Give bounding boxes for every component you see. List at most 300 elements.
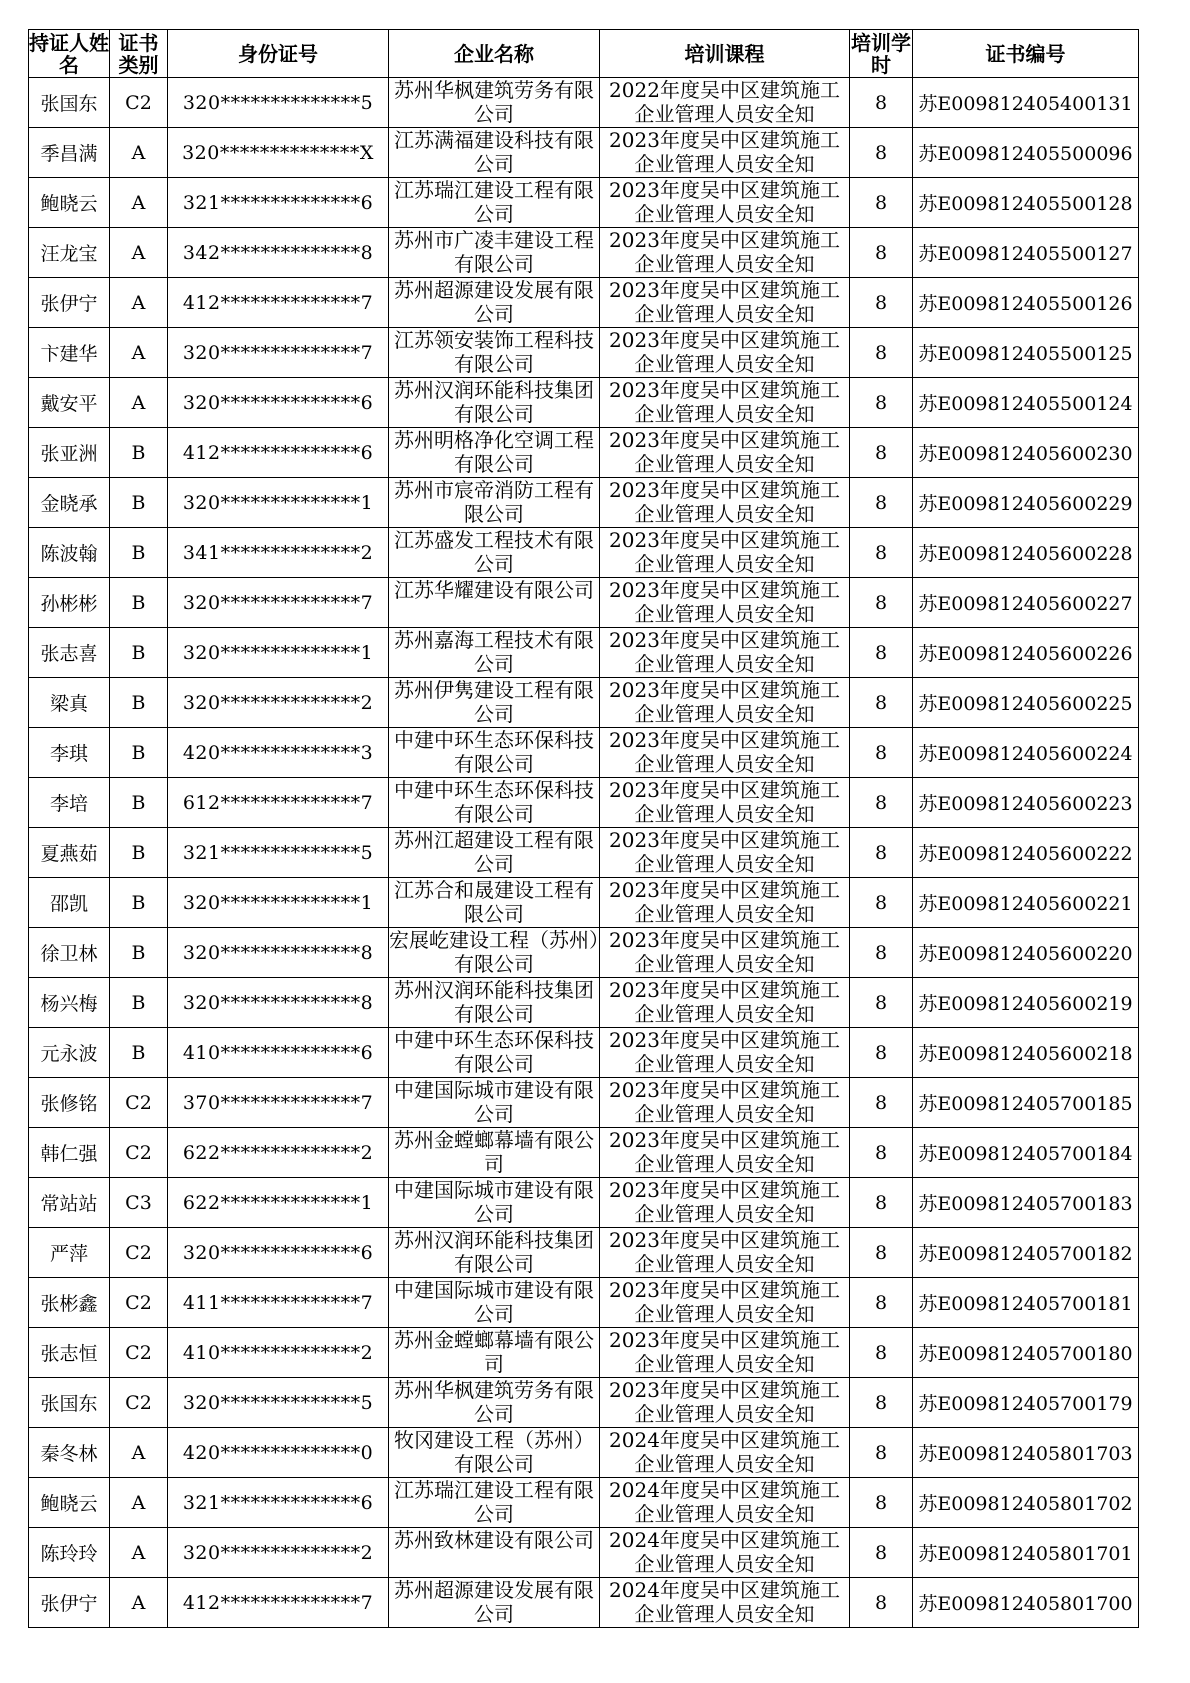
holder-name-cell: 鲍晓云 <box>29 1478 110 1528</box>
company-cell-text: 江苏盛发工程技术有限公司 <box>394 527 594 576</box>
company-cell-text: 江苏领安装饰工程科技有限公司 <box>394 327 594 376</box>
cert-number-cell: 苏E009812405500125 <box>913 328 1139 378</box>
id-number-cell: 320**************1 <box>168 628 389 678</box>
course-cell <box>600 228 850 278</box>
id-number-cell: 342**************8 <box>168 228 389 278</box>
cert-number-cell: 苏E009812405600219 <box>913 978 1139 1028</box>
course-cell-text: 2023年度吴中区建筑施工企业管理人员安全知 <box>609 177 840 226</box>
cert-type-cell: A <box>110 228 168 278</box>
id-number-cell: 321**************5 <box>168 828 389 878</box>
id-number-cell: 420**************3 <box>168 728 389 778</box>
cert-type-cell: A <box>110 1528 168 1578</box>
company-cell <box>389 878 600 928</box>
table-row <box>29 1278 1139 1328</box>
cert-type-cell: B <box>110 528 168 578</box>
hours-cell: 8 <box>850 778 913 828</box>
company-cell <box>389 1428 600 1478</box>
table-row <box>29 728 1139 778</box>
holder-name-cell: 严萍 <box>29 1228 110 1278</box>
hours-cell: 8 <box>850 1228 913 1278</box>
table-row <box>29 428 1139 478</box>
holder-name-cell: 杨兴梅 <box>29 978 110 1028</box>
course-cell <box>600 1178 850 1228</box>
holder-name-cell: 张伊宁 <box>29 278 110 328</box>
cert-number-cell: 苏E009812405700179 <box>913 1378 1139 1428</box>
cert-number-cell: 苏E009812405801703 <box>913 1428 1139 1478</box>
company-cell-text: 中建国际城市建设有限公司 <box>394 1277 594 1326</box>
cert-number-cell: 苏E009812405600223 <box>913 778 1139 828</box>
company-cell-text: 苏州华枫建筑劳务有限公司 <box>394 1377 594 1426</box>
company-cell <box>389 678 600 728</box>
course-cell <box>600 1328 850 1378</box>
id-number-cell: 320**************6 <box>168 1228 389 1278</box>
cert-number-cell: 苏E009812405801702 <box>913 1478 1139 1528</box>
holder-name-cell: 李琪 <box>29 728 110 778</box>
course-cell <box>600 1078 850 1128</box>
table-row <box>29 778 1139 828</box>
cert-number-cell: 苏E009812405700184 <box>913 1128 1139 1178</box>
id-number-cell: 320**************7 <box>168 578 389 628</box>
company-cell-text: 苏州汉润环能科技集团有限公司 <box>394 377 594 426</box>
course-cell <box>600 1528 850 1578</box>
holder-name-cell: 张亚洲 <box>29 428 110 478</box>
company-cell-text: 江苏华耀建设有限公司 <box>394 577 594 602</box>
table-row <box>29 1228 1139 1278</box>
cert-number-cell: 苏E009812405600220 <box>913 928 1139 978</box>
cert-type-cell: C2 <box>110 1128 168 1178</box>
course-cell-text: 2022年度吴中区建筑施工企业管理人员安全知 <box>609 77 840 126</box>
table-row <box>29 1178 1139 1228</box>
company-cell-text: 宏展屹建设工程（苏州）有限公司 <box>389 927 599 976</box>
holder-name-cell: 季昌满 <box>29 128 110 178</box>
company-cell-text: 苏州汉润环能科技集团有限公司 <box>394 977 594 1026</box>
table-row <box>29 278 1139 328</box>
company-cell-text: 牧冈建设工程（苏州）有限公司 <box>394 1427 594 1476</box>
company-cell <box>389 528 600 578</box>
table-row <box>29 678 1139 728</box>
course-cell <box>600 578 850 628</box>
course-cell <box>600 1578 850 1628</box>
cert-type-cell: C3 <box>110 1178 168 1228</box>
hours-cell: 8 <box>850 328 913 378</box>
holder-name-cell: 戴安平 <box>29 378 110 428</box>
course-cell-text: 2023年度吴中区建筑施工企业管理人员安全知 <box>609 1377 840 1426</box>
cert-number-cell: 苏E009812405700182 <box>913 1228 1139 1278</box>
course-cell <box>600 528 850 578</box>
hours-cell: 8 <box>850 128 913 178</box>
course-cell-text: 2024年度吴中区建筑施工企业管理人员安全知 <box>609 1427 840 1476</box>
id-number-cell: 320**************5 <box>168 78 389 128</box>
table-row <box>29 128 1139 178</box>
company-cell <box>389 278 600 328</box>
cert-number-cell: 苏E009812405600218 <box>913 1028 1139 1078</box>
id-number-cell: 410**************6 <box>168 1028 389 1078</box>
company-cell <box>389 1478 600 1528</box>
company-cell-text: 苏州汉润环能科技集团有限公司 <box>394 1227 594 1276</box>
company-cell-text: 苏州华枫建筑劳务有限公司 <box>394 77 594 126</box>
holder-name-cell: 金晓承 <box>29 478 110 528</box>
holder-name-cell: 张伊宁 <box>29 1578 110 1628</box>
company-cell-text: 苏州金螳螂幕墙有限公司 <box>394 1327 594 1376</box>
header-id-number: 身份证号 <box>168 30 389 78</box>
id-number-cell: 320**************2 <box>168 1528 389 1578</box>
holder-name-cell: 孙彬彬 <box>29 578 110 628</box>
company-cell <box>389 478 600 528</box>
holder-name-cell: 张志喜 <box>29 628 110 678</box>
holder-name-cell: 陈波翰 <box>29 528 110 578</box>
course-cell <box>600 328 850 378</box>
cert-type-cell: B <box>110 928 168 978</box>
cert-number-cell: 苏E009812405600221 <box>913 878 1139 928</box>
id-number-cell: 320**************1 <box>168 478 389 528</box>
table-row <box>29 1078 1139 1128</box>
company-cell-text: 苏州超源建设发展有限公司 <box>394 277 594 326</box>
course-cell-text: 2023年度吴中区建筑施工企业管理人员安全知 <box>609 477 840 526</box>
course-cell <box>600 728 850 778</box>
table-row <box>29 928 1139 978</box>
cert-type-cell: A <box>110 178 168 228</box>
id-number-cell: 320**************7 <box>168 328 389 378</box>
course-cell <box>600 1428 850 1478</box>
company-cell <box>389 1228 600 1278</box>
certificate-table <box>28 29 1139 1628</box>
table-row <box>29 78 1139 128</box>
table-row <box>29 478 1139 528</box>
hours-cell: 8 <box>850 378 913 428</box>
hours-cell: 8 <box>850 278 913 328</box>
course-cell-text: 2023年度吴中区建筑施工企业管理人员安全知 <box>609 327 840 376</box>
cert-number-cell: 苏E009812405600225 <box>913 678 1139 728</box>
course-cell <box>600 878 850 928</box>
company-cell <box>389 1028 600 1078</box>
course-cell <box>600 1378 850 1428</box>
course-cell <box>600 178 850 228</box>
header-holder-name: 持证人姓名 <box>29 30 109 77</box>
course-cell-text: 2023年度吴中区建筑施工企业管理人员安全知 <box>609 1027 840 1076</box>
cert-type-cell: A <box>110 128 168 178</box>
company-cell-text: 中建国际城市建设有限公司 <box>394 1077 594 1126</box>
id-number-cell: 320**************2 <box>168 678 389 728</box>
company-cell-text: 江苏瑞江建设工程有限公司 <box>394 1477 594 1526</box>
cert-number-cell: 苏E009812405400131 <box>913 78 1139 128</box>
company-cell-text: 江苏满福建设科技有限公司 <box>394 127 594 176</box>
id-number-cell: 412**************7 <box>168 278 389 328</box>
course-cell-text: 2023年度吴中区建筑施工企业管理人员安全知 <box>609 377 840 426</box>
course-cell <box>600 128 850 178</box>
cert-number-cell: 苏E009812405600227 <box>913 578 1139 628</box>
cert-type-cell: A <box>110 1578 168 1628</box>
cert-number-cell: 苏E009812405500127 <box>913 228 1139 278</box>
id-number-cell: 320**************8 <box>168 928 389 978</box>
course-cell-text: 2023年度吴中区建筑施工企业管理人员安全知 <box>609 877 840 926</box>
cert-type-cell: B <box>110 778 168 828</box>
company-cell <box>389 1278 600 1328</box>
company-cell-text: 苏州超源建设发展有限公司 <box>394 1577 594 1626</box>
hours-cell: 8 <box>850 1028 913 1078</box>
id-number-cell: 320**************8 <box>168 978 389 1028</box>
cert-type-cell: A <box>110 378 168 428</box>
course-cell <box>600 1278 850 1328</box>
cert-type-cell: B <box>110 828 168 878</box>
table-row <box>29 978 1139 1028</box>
company-cell <box>389 428 600 478</box>
hours-cell: 8 <box>850 528 913 578</box>
company-cell-text: 中建国际城市建设有限公司 <box>394 1177 594 1226</box>
company-cell <box>389 1578 600 1628</box>
table-row <box>29 328 1139 378</box>
holder-name-cell: 张国东 <box>29 1378 110 1428</box>
cert-type-cell: A <box>110 1478 168 1528</box>
table-row <box>29 1478 1139 1528</box>
holder-name-cell: 陈玲玲 <box>29 1528 110 1578</box>
company-cell <box>389 128 600 178</box>
id-number-cell: 320**************1 <box>168 878 389 928</box>
hours-cell: 8 <box>850 1478 913 1528</box>
cert-type-cell: A <box>110 278 168 328</box>
id-number-cell: 321**************6 <box>168 1478 389 1528</box>
cert-number-cell: 苏E009812405500096 <box>913 128 1139 178</box>
holder-name-cell: 秦冬林 <box>29 1428 110 1478</box>
table-row <box>29 1028 1139 1078</box>
id-number-cell: 412**************7 <box>168 1578 389 1628</box>
hours-cell: 8 <box>850 578 913 628</box>
id-number-cell: 612**************7 <box>168 778 389 828</box>
table-row <box>29 1328 1139 1378</box>
header-cert-number: 证书编号 <box>913 30 1139 78</box>
hours-cell: 8 <box>850 1178 913 1228</box>
company-cell <box>389 778 600 828</box>
cert-number-cell: 苏E009812405600230 <box>913 428 1139 478</box>
course-cell-text: 2023年度吴中区建筑施工企业管理人员安全知 <box>609 1277 840 1326</box>
company-cell <box>389 1178 600 1228</box>
course-cell-text: 2024年度吴中区建筑施工企业管理人员安全知 <box>609 1577 840 1626</box>
id-number-cell: 411**************7 <box>168 1278 389 1328</box>
hours-cell: 8 <box>850 478 913 528</box>
company-cell <box>389 1528 600 1578</box>
hours-cell: 8 <box>850 978 913 1028</box>
id-number-cell: 320**************6 <box>168 378 389 428</box>
holder-name-cell: 鲍晓云 <box>29 178 110 228</box>
course-cell <box>600 778 850 828</box>
table-row <box>29 528 1139 578</box>
table-row <box>29 178 1139 228</box>
id-number-cell: 321**************6 <box>168 178 389 228</box>
course-cell <box>600 378 850 428</box>
company-cell <box>389 228 600 278</box>
hours-cell: 8 <box>850 828 913 878</box>
company-cell <box>389 78 600 128</box>
company-cell <box>389 578 600 628</box>
course-cell-text: 2023年度吴中区建筑施工企业管理人员安全知 <box>609 1077 840 1126</box>
id-number-cell: 622**************1 <box>168 1178 389 1228</box>
holder-name-cell: 卞建华 <box>29 328 110 378</box>
cert-type-cell: B <box>110 478 168 528</box>
company-cell-text: 苏州嘉海工程技术有限公司 <box>394 627 594 676</box>
company-cell-text: 苏州市宸帝消防工程有限公司 <box>394 477 594 526</box>
holder-name-cell: 梁真 <box>29 678 110 728</box>
company-cell-text: 中建中环生态环保科技有限公司 <box>394 727 594 776</box>
company-cell-text: 中建中环生态环保科技有限公司 <box>394 1027 594 1076</box>
company-cell-text: 苏州伊隽建设工程有限公司 <box>394 677 594 726</box>
course-cell <box>600 928 850 978</box>
cert-number-cell: 苏E009812405600226 <box>913 628 1139 678</box>
course-cell <box>600 278 850 328</box>
company-cell <box>389 828 600 878</box>
course-cell <box>600 678 850 728</box>
table-row <box>29 828 1139 878</box>
cert-type-cell: C2 <box>110 1328 168 1378</box>
company-cell <box>389 1128 600 1178</box>
course-cell-text: 2023年度吴中区建筑施工企业管理人员安全知 <box>609 727 840 776</box>
hours-cell: 8 <box>850 78 913 128</box>
cert-type-cell: B <box>110 628 168 678</box>
hours-cell: 8 <box>850 678 913 728</box>
company-cell <box>389 178 600 228</box>
course-cell-text: 2023年度吴中区建筑施工企业管理人员安全知 <box>609 1327 840 1376</box>
course-cell-text: 2023年度吴中区建筑施工企业管理人员安全知 <box>609 527 840 576</box>
company-cell <box>389 928 600 978</box>
company-cell <box>389 378 600 428</box>
cert-type-cell: C2 <box>110 1228 168 1278</box>
cert-number-cell: 苏E009812405500128 <box>913 178 1139 228</box>
cert-number-cell: 苏E009812405500124 <box>913 378 1139 428</box>
hours-cell: 8 <box>850 1078 913 1128</box>
table-row <box>29 1128 1139 1178</box>
table-row <box>29 1428 1139 1478</box>
company-cell-text: 苏州明格净化空调工程有限公司 <box>394 427 594 476</box>
holder-name-cell: 邵凯 <box>29 878 110 928</box>
table-row <box>29 878 1139 928</box>
company-cell-text: 苏州江超建设工程有限公司 <box>394 827 594 876</box>
cert-type-cell: B <box>110 1028 168 1078</box>
table-row <box>29 228 1139 278</box>
course-cell <box>600 1028 850 1078</box>
course-cell-text: 2023年度吴中区建筑施工企业管理人员安全知 <box>609 777 840 826</box>
header-course: 培训课程 <box>600 30 850 78</box>
holder-name-cell: 常站站 <box>29 1178 110 1228</box>
course-cell-text: 2024年度吴中区建筑施工企业管理人员安全知 <box>609 1477 840 1526</box>
id-number-cell: 370**************7 <box>168 1078 389 1128</box>
holder-name-cell: 张国东 <box>29 78 110 128</box>
hours-cell: 8 <box>850 1428 913 1478</box>
hours-cell: 8 <box>850 1328 913 1378</box>
holder-name-cell: 张彬鑫 <box>29 1278 110 1328</box>
cert-type-cell: C2 <box>110 78 168 128</box>
holder-name-cell: 张志恒 <box>29 1328 110 1378</box>
cert-type-cell: B <box>110 428 168 478</box>
course-cell-text: 2023年度吴中区建筑施工企业管理人员安全知 <box>609 127 840 176</box>
hours-cell: 8 <box>850 1378 913 1428</box>
course-cell-text: 2023年度吴中区建筑施工企业管理人员安全知 <box>609 977 840 1026</box>
company-cell-text: 中建中环生态环保科技有限公司 <box>394 777 594 826</box>
hours-cell: 8 <box>850 628 913 678</box>
cert-number-cell: 苏E009812405600224 <box>913 728 1139 778</box>
cert-type-cell: B <box>110 578 168 628</box>
header-company: 企业名称 <box>389 30 600 78</box>
cert-type-cell: B <box>110 728 168 778</box>
table-row <box>29 1378 1139 1428</box>
hours-cell: 8 <box>850 1128 913 1178</box>
hours-cell: 8 <box>850 878 913 928</box>
course-cell-text: 2023年度吴中区建筑施工企业管理人员安全知 <box>609 827 840 876</box>
cert-number-cell: 苏E009812405801701 <box>913 1528 1139 1578</box>
company-cell-text: 苏州致林建设有限公司 <box>394 1527 594 1552</box>
cert-type-cell: C2 <box>110 1378 168 1428</box>
table-row <box>29 578 1139 628</box>
course-cell-text: 2023年度吴中区建筑施工企业管理人员安全知 <box>609 427 840 476</box>
id-number-cell: 320**************5 <box>168 1378 389 1428</box>
cert-number-cell: 苏E009812405600229 <box>913 478 1139 528</box>
course-cell <box>600 1128 850 1178</box>
id-number-cell: 410**************2 <box>168 1328 389 1378</box>
company-cell <box>389 1378 600 1428</box>
table-row <box>29 1528 1139 1578</box>
company-cell-text: 江苏瑞江建设工程有限公司 <box>394 177 594 226</box>
course-cell-text: 2023年度吴中区建筑施工企业管理人员安全知 <box>609 1127 840 1176</box>
id-number-cell: 622**************2 <box>168 1128 389 1178</box>
course-cell-text: 2023年度吴中区建筑施工企业管理人员安全知 <box>609 627 840 676</box>
company-cell <box>389 1328 600 1378</box>
company-cell-text: 苏州金螳螂幕墙有限公司 <box>394 1127 594 1176</box>
id-number-cell: 412**************6 <box>168 428 389 478</box>
holder-name-cell: 徐卫林 <box>29 928 110 978</box>
course-cell <box>600 628 850 678</box>
cert-type-cell: B <box>110 878 168 928</box>
cert-number-cell: 苏E009812405700181 <box>913 1278 1139 1328</box>
holder-name-cell: 李培 <box>29 778 110 828</box>
company-cell <box>389 728 600 778</box>
cert-type-cell: A <box>110 1428 168 1478</box>
cert-number-cell: 苏E009812405600228 <box>913 528 1139 578</box>
hours-cell: 8 <box>850 1278 913 1328</box>
hours-cell: 8 <box>850 428 913 478</box>
cert-number-cell: 苏E009812405700180 <box>913 1328 1139 1378</box>
cert-number-cell: 苏E009812405600222 <box>913 828 1139 878</box>
holder-name-cell: 韩仁强 <box>29 1128 110 1178</box>
course-cell-text: 2023年度吴中区建筑施工企业管理人员安全知 <box>609 1227 840 1276</box>
cert-type-cell: B <box>110 678 168 728</box>
cert-type-cell: C2 <box>110 1078 168 1128</box>
course-cell <box>600 1228 850 1278</box>
hours-cell: 8 <box>850 1528 913 1578</box>
course-cell <box>600 828 850 878</box>
hours-cell: 8 <box>850 228 913 278</box>
company-cell <box>389 1078 600 1128</box>
course-cell-text: 2023年度吴中区建筑施工企业管理人员安全知 <box>609 227 840 276</box>
course-cell <box>600 978 850 1028</box>
company-cell-text: 江苏合和晟建设工程有限公司 <box>394 877 594 926</box>
table-row <box>29 628 1139 678</box>
company-cell <box>389 978 600 1028</box>
table-row <box>29 378 1139 428</box>
header-hours: 培训学时 <box>851 30 911 77</box>
header-cert-type: 证书类别 <box>110 30 168 78</box>
company-cell-text: 苏州市广凌丰建设工程有限公司 <box>394 227 594 276</box>
company-cell <box>389 628 600 678</box>
holder-name-cell: 夏燕茹 <box>29 828 110 878</box>
course-cell-text: 2023年度吴中区建筑施工企业管理人员安全知 <box>609 927 840 976</box>
course-cell-text: 2024年度吴中区建筑施工企业管理人员安全知 <box>609 1527 840 1576</box>
cert-number-cell: 苏E009812405700183 <box>913 1178 1139 1228</box>
cert-number-cell: 苏E009812405500126 <box>913 278 1139 328</box>
course-cell-text: 2023年度吴中区建筑施工企业管理人员安全知 <box>609 577 840 626</box>
course-cell <box>600 478 850 528</box>
course-cell-text: 2023年度吴中区建筑施工企业管理人员安全知 <box>609 277 840 326</box>
cert-number-cell: 苏E009812405801700 <box>913 1578 1139 1628</box>
course-cell <box>600 78 850 128</box>
id-number-cell: 341**************2 <box>168 528 389 578</box>
hours-cell: 8 <box>850 728 913 778</box>
